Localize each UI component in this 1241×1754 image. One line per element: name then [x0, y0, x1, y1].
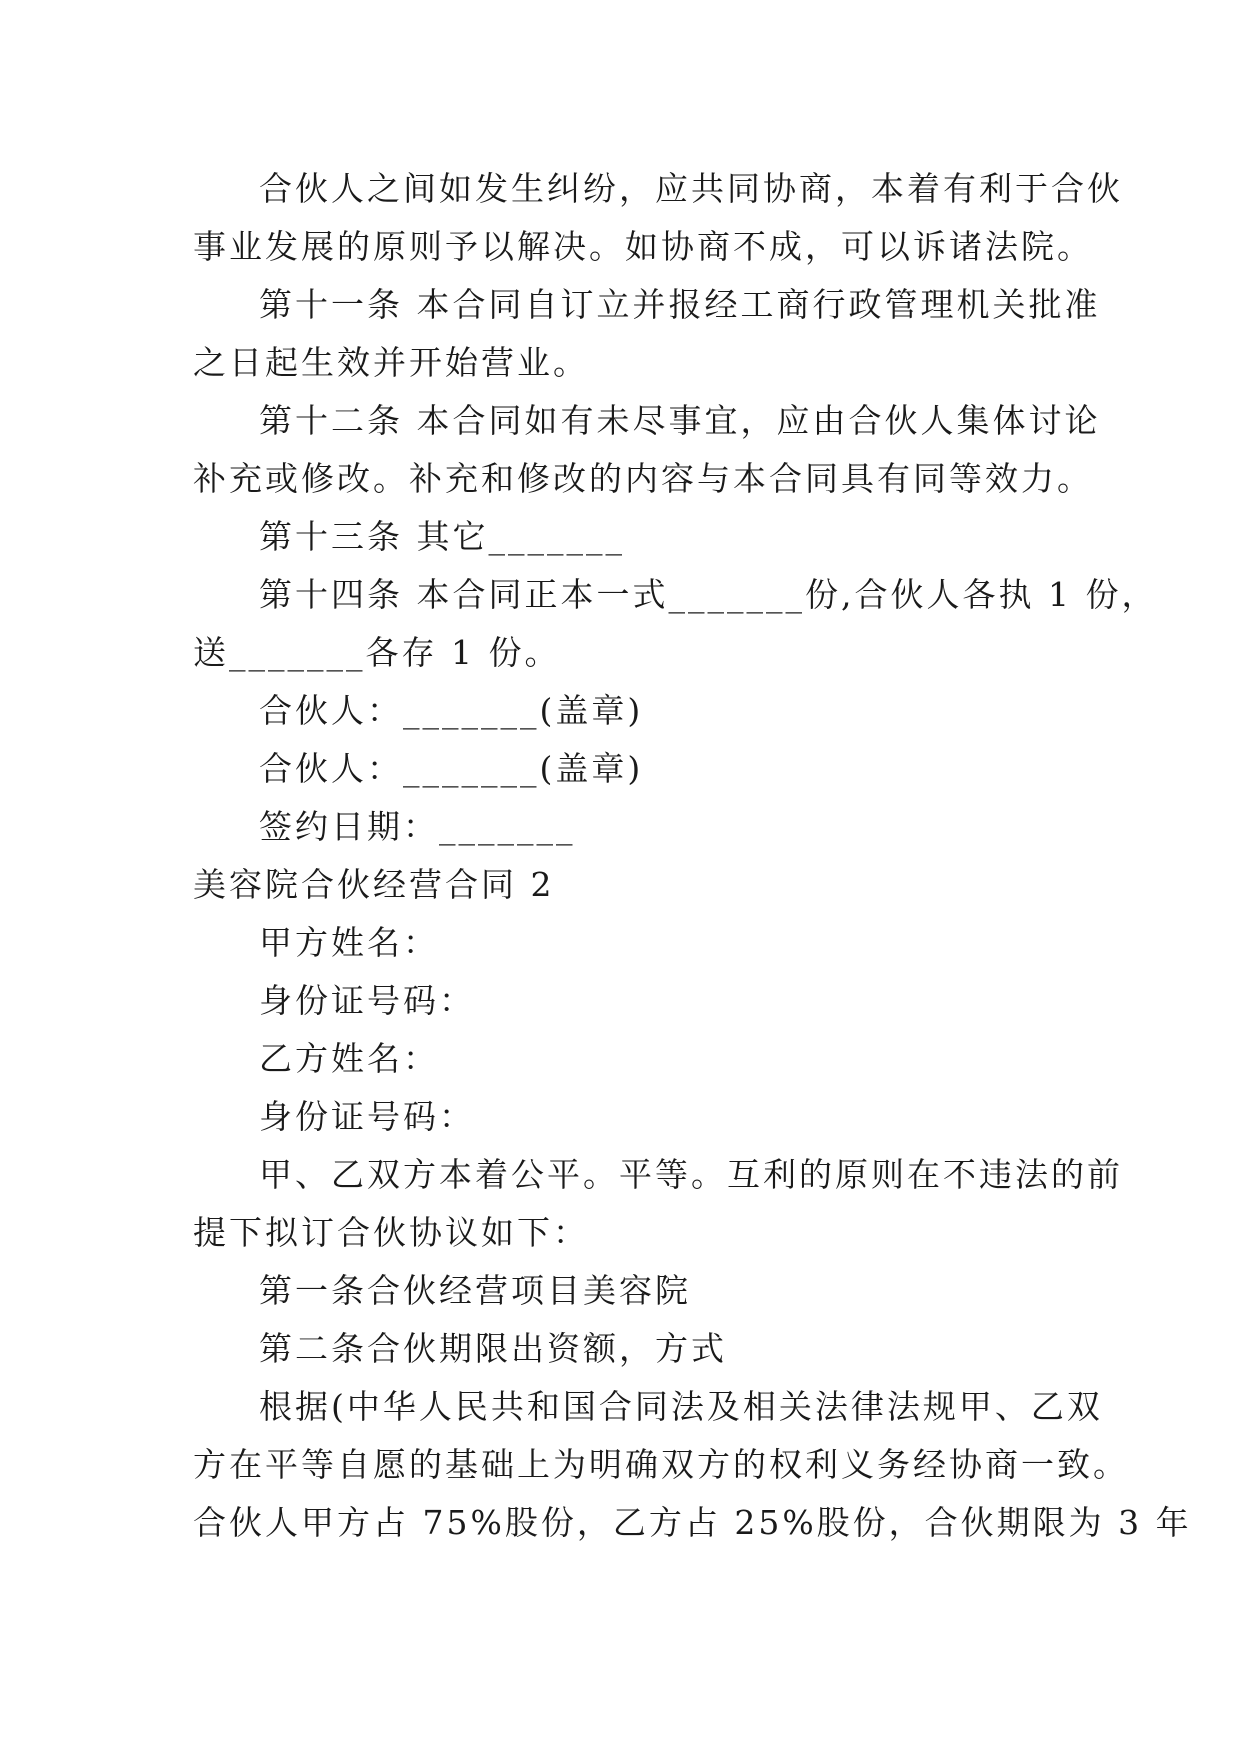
document-line: 根据(中华人民共和国合同法及相关法律法规甲、乙双	[259, 1387, 1103, 1426]
document-line: 第十一条 本合同自订立并报经工商行政管理机关批准	[259, 285, 1101, 324]
document-line: 身份证号码：	[259, 981, 475, 1020]
document-line: 甲方姓名：	[259, 923, 439, 962]
document-line: 方在平等自愿的基础上为明确双方的权利义务经协商一致。	[193, 1445, 1129, 1484]
document-line: 补充或修改。补充和修改的内容与本合同具有同等效力。	[193, 459, 1093, 498]
document-line: 美容院合伙经营合同 2	[193, 865, 555, 904]
document-line: 第一条合伙经营项目美容院	[259, 1271, 691, 1310]
document-line: 送_______各存 1 份。	[193, 633, 561, 672]
document-line: 合伙人甲方占 75%股份，乙方占 25%股份，合伙期限为 3 年	[193, 1503, 1192, 1542]
document-line: 第二条合伙期限出资额，方式	[259, 1329, 727, 1368]
document-line: 事业发展的原则予以解决。如协商不成，可以诉诸法院。	[193, 227, 1093, 266]
document-line: 合伙人：_______(盖章)	[259, 749, 644, 788]
document-line: 合伙人：_______(盖章)	[259, 691, 644, 730]
document-line: 签约日期：_______	[259, 807, 576, 846]
document-line: 甲、乙双方本着公平。平等。互利的原则在不违法的前	[259, 1155, 1123, 1194]
document-line: 身份证号码：	[259, 1097, 475, 1136]
document-body	[193, 160, 1192, 1552]
document-line: 乙方姓名：	[259, 1039, 439, 1078]
document-line: 第十三条 其它_______	[259, 517, 625, 556]
document-line: 合伙人之间如发生纠纷，应共同协商，本着有利于合伙	[259, 169, 1123, 208]
document-line: 提下拟订合伙协议如下：	[193, 1213, 589, 1252]
document-line: 之日起生效并开始营业。	[193, 343, 589, 382]
document-line: 第十四条 本合同正本一式_______份,合伙人各执 1 份，	[259, 575, 1158, 614]
document-line: 第十二条 本合同如有未尽事宜，应由合伙人集体讨论	[259, 401, 1101, 440]
